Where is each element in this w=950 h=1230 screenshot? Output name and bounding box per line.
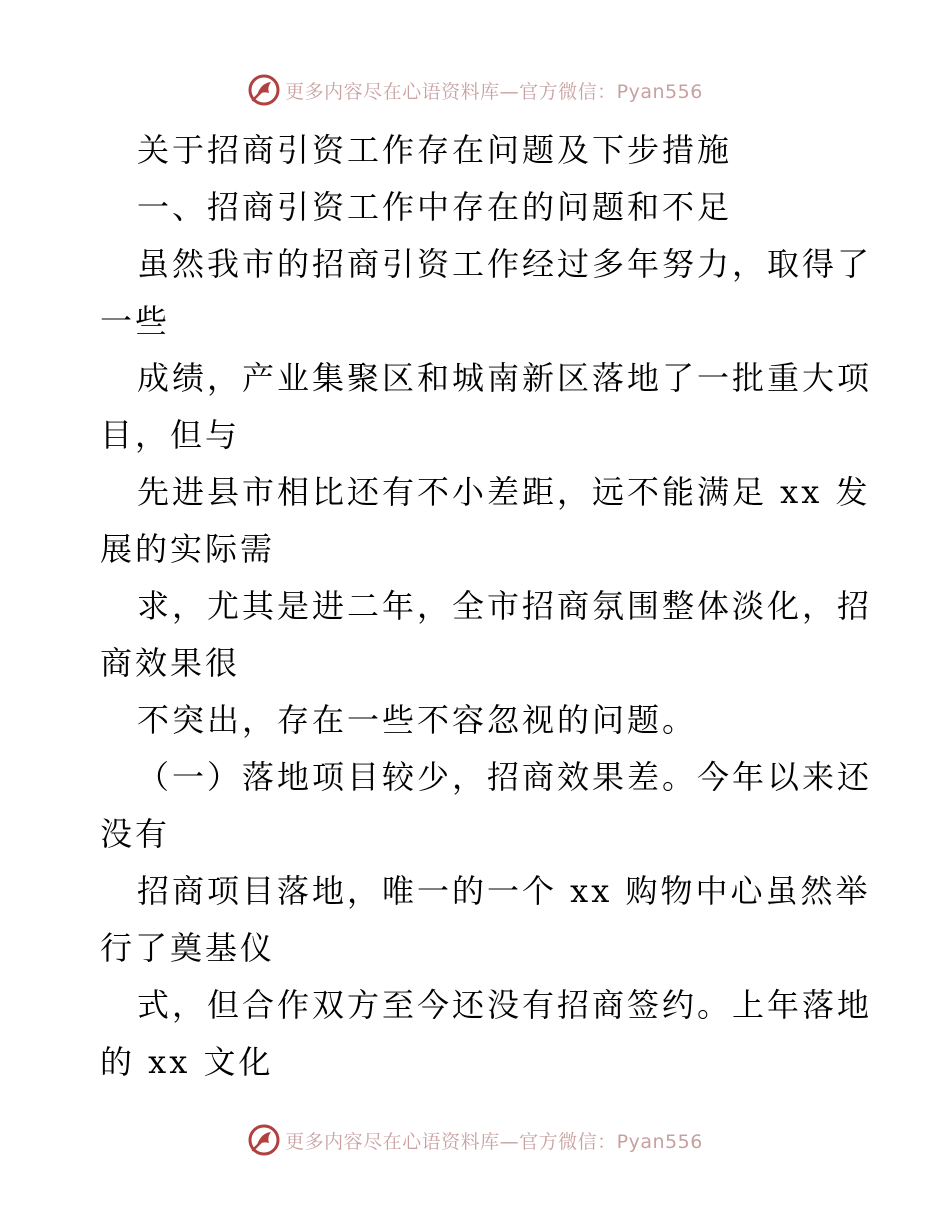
doc-line: 一、招商引资工作中存在的问题和不足 <box>137 188 733 226</box>
doc-line: 成绩，产业集聚区和城南新区落地了一批重大项 <box>137 359 873 397</box>
logo-icon <box>247 73 281 107</box>
footer-banner <box>0 1120 950 1160</box>
doc-line: 关于招商引资工作存在问题及下步措施 <box>137 131 733 169</box>
doc-line: 虽然我市的招商引资工作经过多年努力，取得了 <box>137 245 873 283</box>
doc-line: 式，但合作双方至今还没有招商签约。上年落地 <box>137 986 873 1024</box>
doc-line: 不突出，存在一些不容忽视的问题。 <box>137 701 698 739</box>
doc-line: 行了奠基仪 <box>100 929 276 967</box>
doc-line: 招商项目落地，唯一的一个 xx 购物中心虽然举 <box>137 872 871 910</box>
doc-line: 先进县市相比还有不小差距，远不能满足 xx 发 <box>137 473 871 511</box>
doc-line: 没有 <box>100 815 171 853</box>
doc-line: 的 xx 文化 <box>100 1043 274 1081</box>
doc-line: 目，但与 <box>100 416 241 454</box>
doc-line: （一）落地项目较少，招商效果差。今年以来还 <box>137 758 873 796</box>
document-body <box>100 122 873 1091</box>
banner-text: 更多内容尽在心语资料库—官方微信：Pyan556 <box>285 1130 703 1153</box>
doc-line: 一些 <box>100 302 171 340</box>
doc-line: 展的实际需 <box>100 530 276 568</box>
doc-line: 求，尤其是进二年，全市招商氛围整体淡化，招 <box>137 587 873 625</box>
banner-text: 更多内容尽在心语资料库—官方微信：Pyan556 <box>285 80 703 103</box>
logo-icon <box>247 1123 281 1157</box>
header-banner <box>0 70 950 110</box>
doc-line: 商效果很 <box>100 644 241 682</box>
